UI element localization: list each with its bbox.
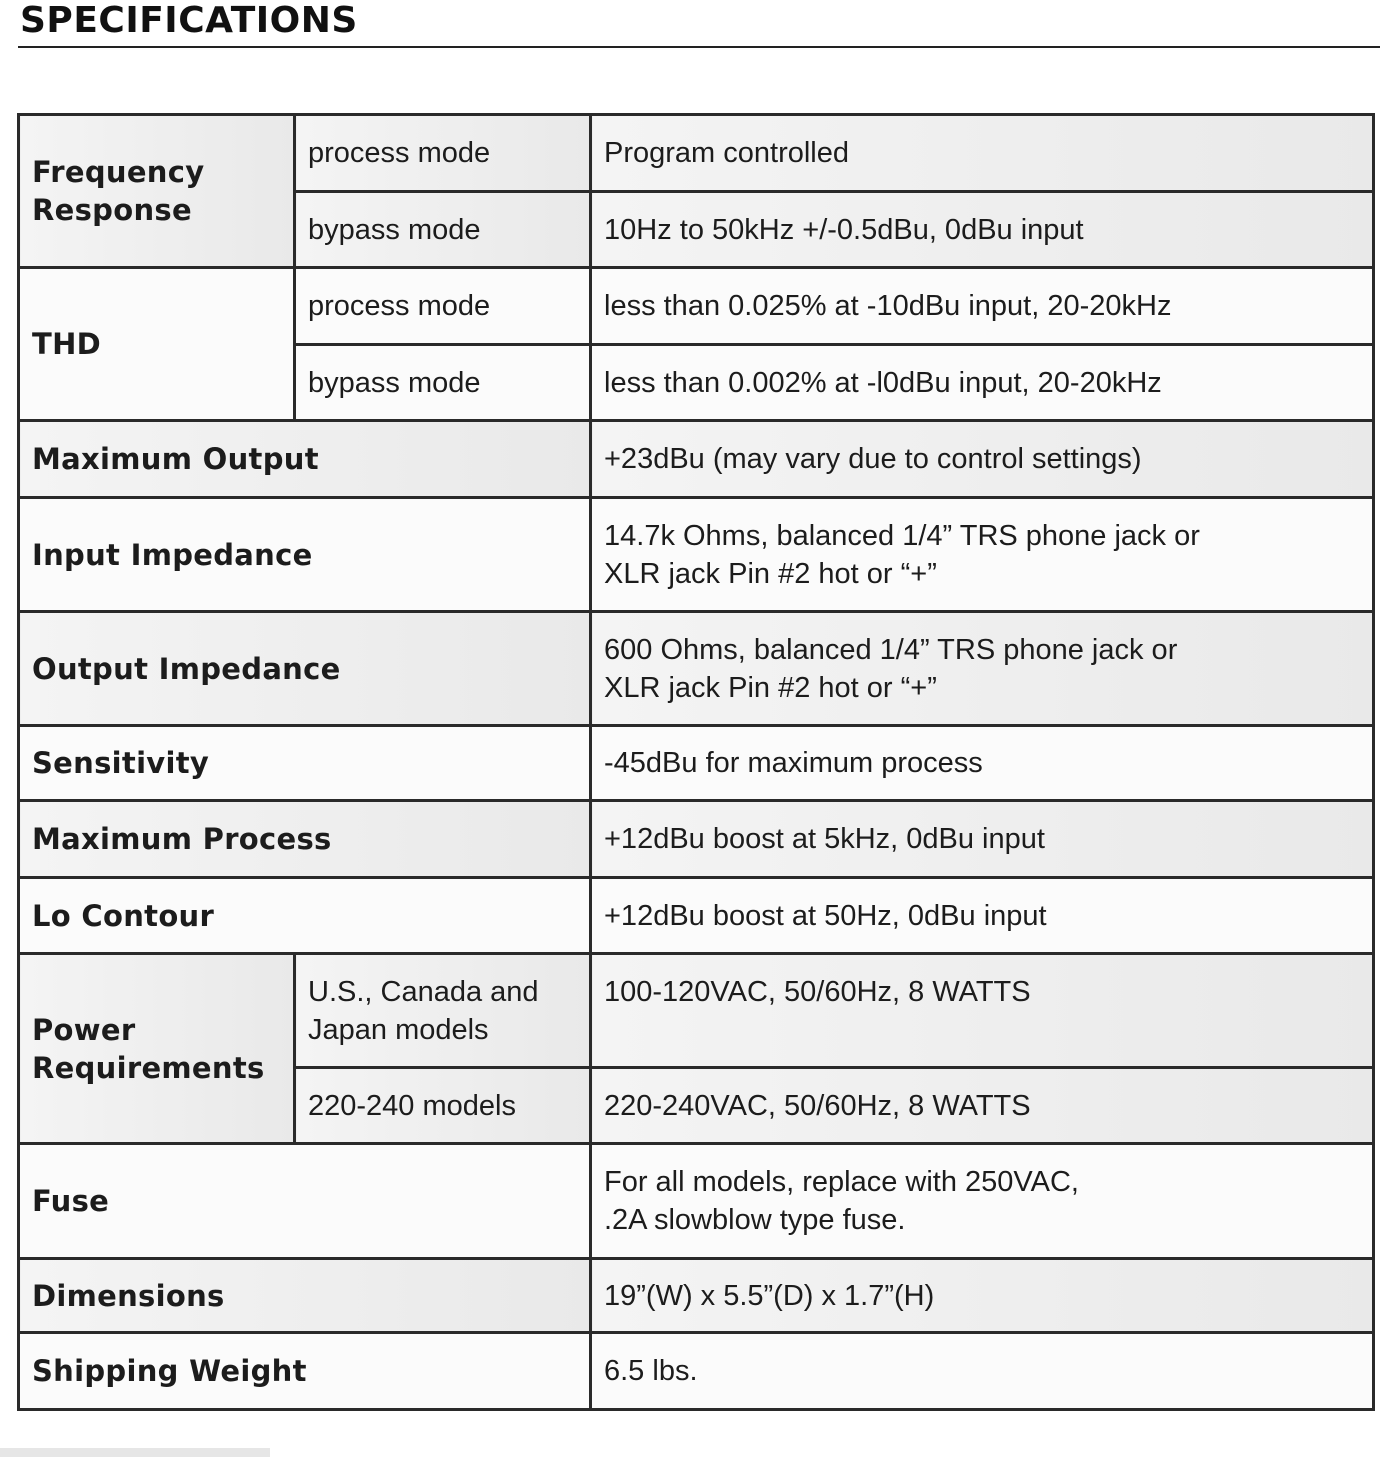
maximum-output-value: +23dBu (may vary due to control settings) [591,421,1374,498]
label-line: Requirements [32,1050,265,1085]
power-us-value: 100-120VAC, 50/60Hz, 8 WATTS [591,954,1374,1068]
input-impedance-label: Input Impedance [19,498,591,612]
thd-process-value: less than 0.025% at -10dBu input, 20-20kHz [591,268,1374,345]
value-line: XLR jack Pin #2 hot or “+” [604,671,937,704]
table-row [19,421,1374,498]
specifications-table [17,113,1375,1411]
table-row [19,498,1374,612]
table-row [19,1333,1374,1410]
table-row [19,954,1374,1068]
maximum-output-label: Maximum Output [19,421,591,498]
value-line: 600 Ohms, balanced 1/4” TRS phone jack or [604,633,1178,666]
table-row [19,115,1374,192]
dimensions-value: 19”(W) x 5.5”(D) x 1.7”(H) [591,1259,1374,1333]
thd-process-mode: process mode [295,268,591,345]
frequency-response-process-mode: process mode [295,115,591,192]
power-eu-models: 220-240 models [295,1068,591,1144]
table-row [19,1144,1374,1259]
frequency-response-label [19,115,295,268]
power-eu-value: 220-240VAC, 50/60Hz, 8 WATTS [591,1068,1374,1144]
shipping-weight-value: 6.5 lbs. [591,1333,1374,1410]
power-requirements-label [19,954,295,1144]
thd-bypass-mode: bypass mode [295,345,591,421]
lo-contour-label: Lo Contour [19,878,591,954]
frequency-response-process-value: Program controlled [591,115,1374,192]
label-line: Response [32,193,192,227]
fuse-value [591,1144,1374,1259]
maximum-process-label: Maximum Process [19,801,591,878]
page-edge-shadow [0,1448,270,1457]
table-row [19,726,1374,801]
value-line: For all models, replace with 250VAC, [604,1166,1079,1198]
table-row [19,612,1374,726]
output-impedance-value [591,612,1374,726]
frequency-response-bypass-mode: bypass mode [295,192,591,268]
title-divider [18,46,1380,48]
input-impedance-value [591,498,1374,612]
frequency-response-bypass-value: 10Hz to 50kHz +/-0.5dBu, 0dBu input [591,192,1374,268]
shipping-weight-label: Shipping Weight [19,1333,591,1410]
lo-contour-value: +12dBu boost at 50Hz, 0dBu input [591,878,1374,954]
power-us-models [295,954,591,1068]
sensitivity-value: -45dBu for maximum process [591,726,1374,801]
table-row [19,268,1374,345]
label-line: Power [32,1012,136,1047]
dimensions-label: Dimensions [19,1259,591,1333]
maximum-process-value: +12dBu boost at 5kHz, 0dBu input [591,801,1374,878]
label-line: Frequency [32,155,205,189]
value-line: 14.7k Ohms, balanced 1/4” TRS phone jack or [604,519,1200,552]
table-row [19,1259,1374,1333]
fuse-label: Fuse [19,1144,591,1259]
thd-label: THD [19,268,295,421]
sub-line: U.S., Canada and [308,976,539,1008]
sensitivity-label: Sensitivity [19,726,591,801]
thd-bypass-value: less than 0.002% at -l0dBu input, 20-20kHz [591,345,1374,421]
page-title: SPECIFICATIONS [20,0,358,41]
table-row [19,878,1374,954]
value-line: XLR jack Pin #2 hot or “+” [604,557,937,590]
value-line: .2A slowblow type fuse. [604,1204,906,1236]
sub-line: Japan models [308,1014,489,1046]
table-row [19,801,1374,878]
output-impedance-label: Output Impedance [19,612,591,726]
